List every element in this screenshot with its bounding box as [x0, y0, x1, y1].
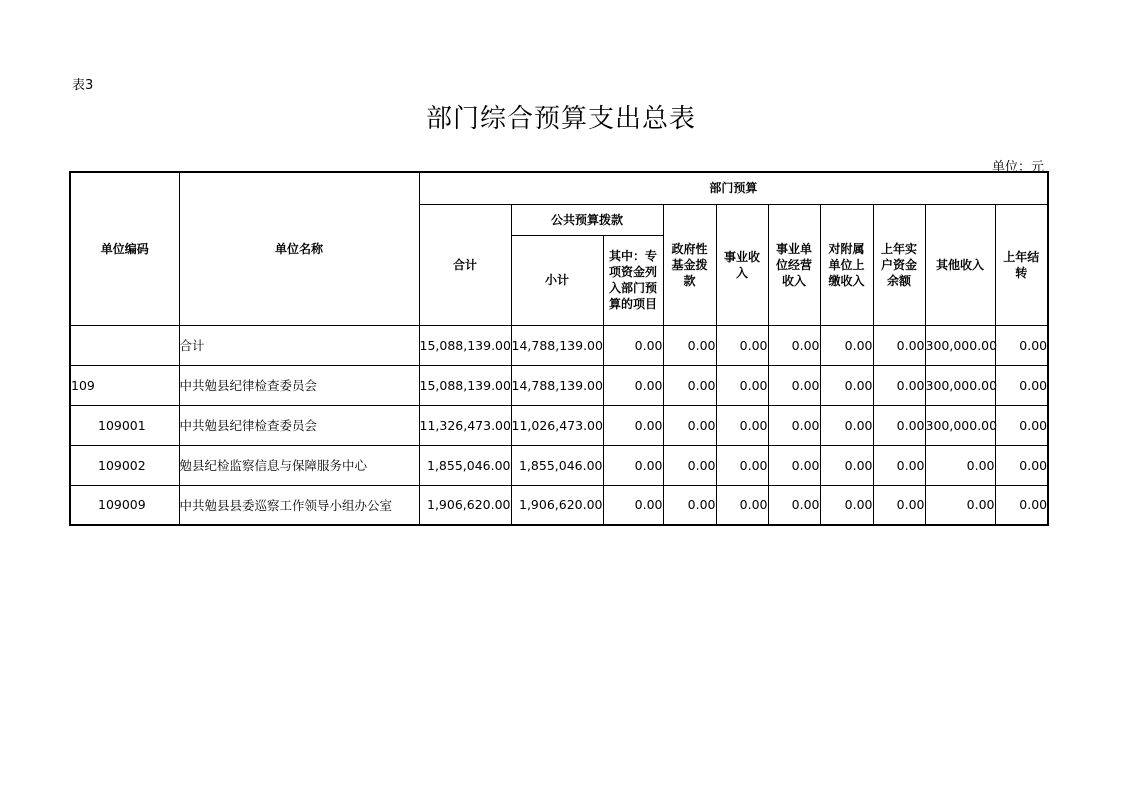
cell-affiliated: 0.00: [820, 445, 873, 485]
cell-name: 中共勉县纪律检查委员会: [179, 405, 419, 445]
cell-biz-ops: 0.00: [768, 445, 820, 485]
header-prev-carryover: [995, 204, 1048, 325]
page-title: 部门综合预算支出总表: [425, 104, 696, 134]
cell-special: 0.00: [603, 365, 663, 405]
table-number: 表3: [72, 78, 94, 93]
cell-affiliated: 0.00: [820, 405, 873, 445]
cell-carryover: 0.00: [995, 485, 1048, 525]
cell-gov-fund: 0.00: [663, 325, 716, 365]
header-business-ops-income-text: 事业单位经营收入: [775, 241, 812, 288]
cell-total: 15,088,139.00: [419, 365, 511, 405]
header-prev-balance-text: 上年实户资金余额: [880, 241, 917, 288]
cell-subtotal: 14,788,139.00: [511, 325, 603, 365]
cell-special: 0.00: [603, 405, 663, 445]
cell-carryover: 0.00: [995, 365, 1048, 405]
budget-table: [69, 171, 1049, 526]
cell-affiliated: 0.00: [820, 365, 873, 405]
cell-code: 109002: [70, 445, 179, 485]
table-row: [70, 445, 1048, 485]
cell-prev-balance: 0.00: [873, 365, 925, 405]
cell-other: 300,000.00: [925, 325, 995, 365]
header-affiliated-income: [820, 204, 873, 325]
cell-total: 1,906,620.00: [419, 485, 511, 525]
header-special-funds-text: 其中：专项资金列入部门预算的项目: [608, 249, 657, 311]
cell-code: [70, 325, 179, 365]
cell-gov-fund: 0.00: [663, 405, 716, 445]
cell-biz-income: 0.00: [716, 485, 768, 525]
table-row: [70, 485, 1048, 525]
cell-subtotal: 1,906,620.00: [511, 485, 603, 525]
header-prev-carryover-text: 上年结转: [1003, 249, 1040, 280]
cell-biz-income: 0.00: [716, 445, 768, 485]
cell-name: 中共勉县纪律检查委员会: [179, 365, 419, 405]
cell-carryover: 0.00: [995, 325, 1048, 365]
header-dept-budget: 部门预算: [419, 172, 1048, 204]
cell-prev-balance: 0.00: [873, 445, 925, 485]
cell-special: 0.00: [603, 485, 663, 525]
cell-affiliated: 0.00: [820, 325, 873, 365]
cell-gov-fund: 0.00: [663, 485, 716, 525]
cell-gov-fund: 0.00: [663, 365, 716, 405]
cell-other: 300,000.00: [925, 365, 995, 405]
cell-total: 11,326,473.00: [419, 405, 511, 445]
cell-biz-income: 0.00: [716, 405, 768, 445]
cell-other: 0.00: [925, 445, 995, 485]
cell-biz-ops: 0.00: [768, 485, 820, 525]
cell-biz-ops: 0.00: [768, 405, 820, 445]
cell-special: 0.00: [603, 325, 663, 365]
header-gov-fund-text: 政府性基金拨款: [671, 241, 708, 288]
header-other-income: 其他收入: [925, 204, 995, 325]
header-row-1: [70, 172, 1048, 204]
header-subtotal: 小计: [511, 235, 603, 325]
cell-special: 0.00: [603, 445, 663, 485]
cell-biz-income: 0.00: [716, 325, 768, 365]
cell-prev-balance: 0.00: [873, 405, 925, 445]
cell-code: 109001: [70, 405, 179, 445]
header-unit-name: 单位名称: [179, 172, 419, 325]
header-affiliated-income-text: 对附属单位上缴收入: [828, 241, 865, 288]
cell-affiliated: 0.00: [820, 485, 873, 525]
cell-code: 109009: [70, 485, 179, 525]
cell-subtotal: 1,855,046.00: [511, 445, 603, 485]
header-unit-code: 单位编码: [70, 172, 179, 325]
header-business-income-text: 事业收入: [723, 249, 760, 280]
cell-other: 300,000.00: [925, 405, 995, 445]
cell-biz-ops: 0.00: [768, 325, 820, 365]
header-business-income: [716, 204, 768, 325]
header-business-ops-income: [768, 204, 820, 325]
cell-gov-fund: 0.00: [663, 445, 716, 485]
cell-total: 1,855,046.00: [419, 445, 511, 485]
header-special-funds: [603, 235, 663, 325]
cell-carryover: 0.00: [995, 405, 1048, 445]
cell-name: 合计: [179, 325, 419, 365]
cell-prev-balance: 0.00: [873, 485, 925, 525]
cell-biz-ops: 0.00: [768, 365, 820, 405]
cell-name: 勉县纪检监察信息与保障服务中心: [179, 445, 419, 485]
table-row: [70, 325, 1048, 365]
cell-subtotal: 14,788,139.00: [511, 365, 603, 405]
table-row: [70, 405, 1048, 445]
header-prev-balance: [873, 204, 925, 325]
cell-total: 15,088,139.00: [419, 325, 511, 365]
header-gov-fund: [663, 204, 716, 325]
cell-subtotal: 11,026,473.00: [511, 405, 603, 445]
cell-prev-balance: 0.00: [873, 325, 925, 365]
cell-carryover: 0.00: [995, 445, 1048, 485]
cell-biz-income: 0.00: [716, 365, 768, 405]
table-row: [70, 365, 1048, 405]
unit-label: 单位：元: [991, 160, 1044, 175]
header-total: 合计: [419, 204, 511, 325]
header-public-budget: 公共预算拨款: [511, 204, 663, 235]
cell-name: 中共勉县县委巡察工作领导小组办公室: [179, 485, 419, 525]
cell-other: 0.00: [925, 485, 995, 525]
cell-code: 109: [70, 365, 179, 405]
